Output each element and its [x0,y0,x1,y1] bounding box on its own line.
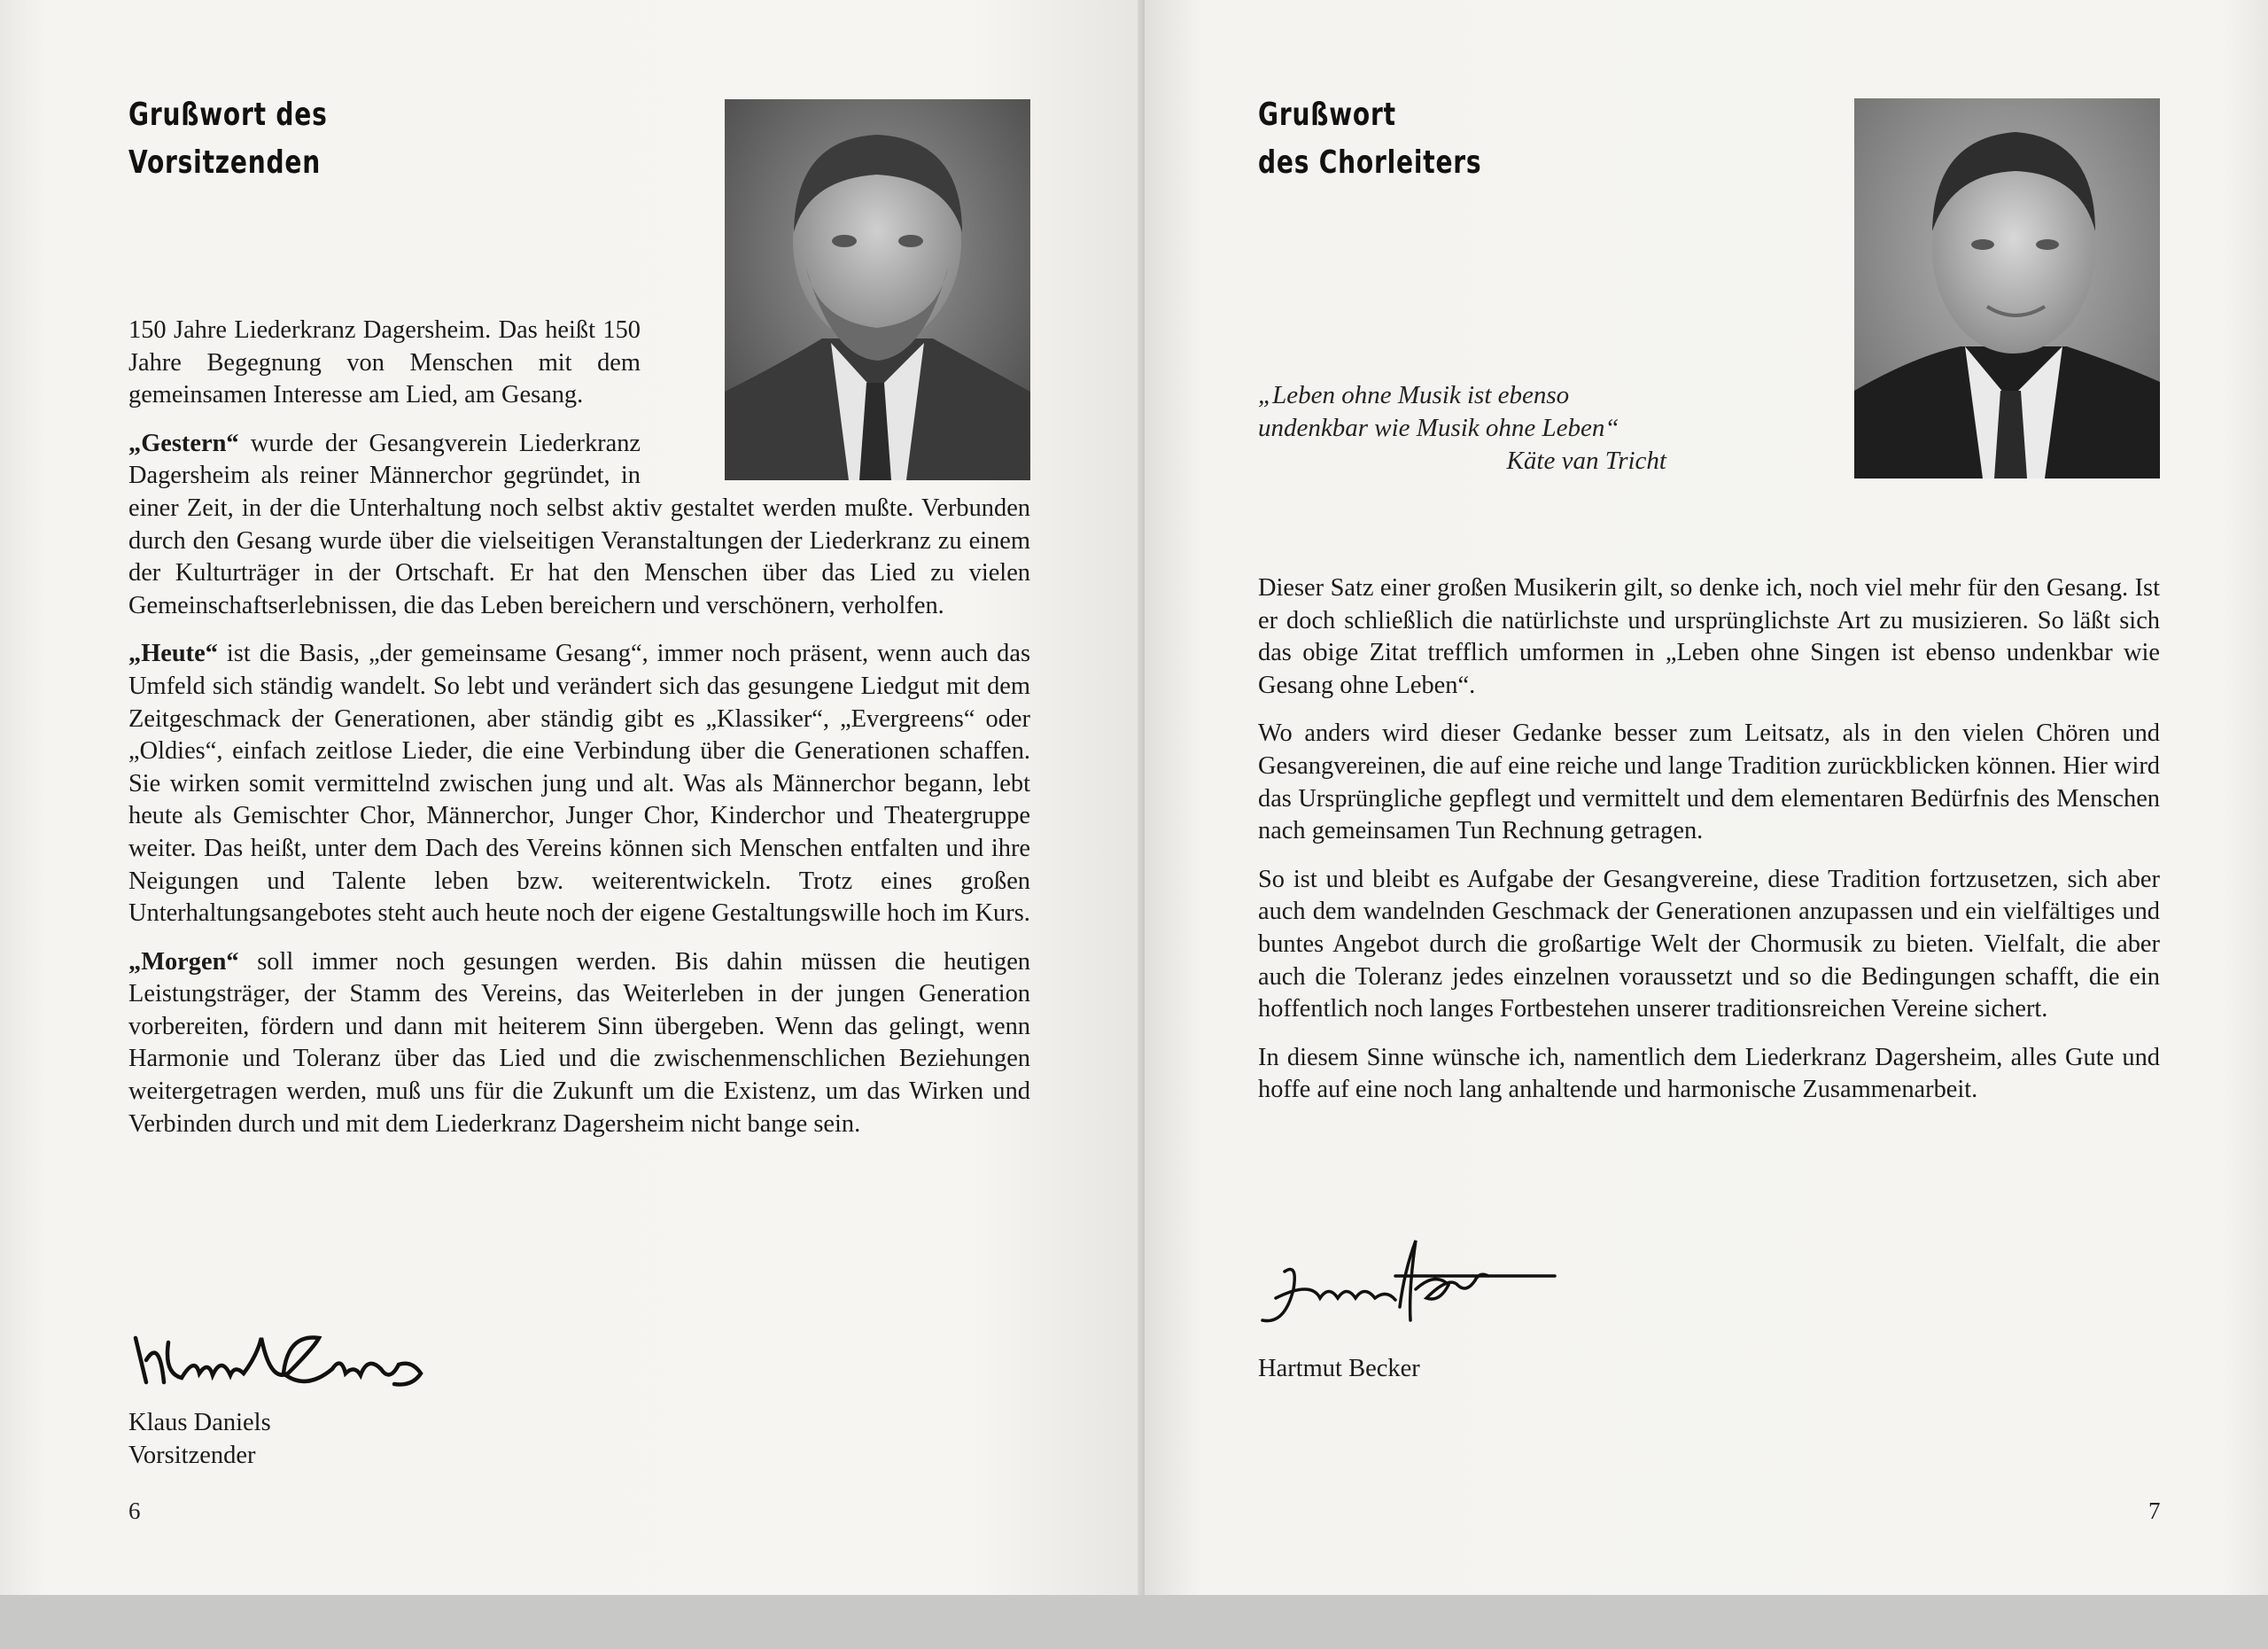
left-heading-line-1: Grußwort des [128,97,328,133]
left-paragraph-3 [128,638,1030,930]
chairman-role: Vorsitzender [128,1442,256,1469]
left-paragraph-2-lead: „Gestern“ [128,429,239,457]
choir-director-name: Hartmut Becker [1258,1355,1420,1382]
page-number-right: 7 [2148,1497,2161,1524]
music-quote [1258,379,1679,478]
left-page [0,0,1143,1595]
left-heading [128,91,328,187]
left-heading-line-2: Vorsitzenden [128,144,321,181]
left-paragraph-4-lead: „Morgen“ [128,947,239,976]
choir-director-portrait-photo [1854,98,2160,478]
right-page [1145,0,2268,1595]
page-number-left: 6 [128,1497,141,1524]
left-paragraph-3-lead: „Heute“ [128,640,218,668]
choir-director-signature [1258,1236,1559,1334]
left-body [128,315,1030,1156]
left-paragraph-4 [128,946,1030,1141]
left-paragraph-3-text: ist die Basis, „der gemeinsame Gesang“, immer noch präsent, wenn auch das Umfeld sich ständig wandelt. So lebt und verändert sich das gesungene Liedgut mit dem Zeitgeschmack der Generationen, aber ständig gibt es „Klassiker“, „Evergreens“ oder „Oldies“, einfach zeitlose Lieder, die eine Verbindung über die Generationen schaffen. Sie wirken somit vermittelnd zwischen jung und alt. Was als Männerchor begann, lebt heute als Gemischter Chor, Männerchor, Junger Chor, Kinderchor und Theatergruppe weiter. Das heißt, unter dem Dach des Vereins können sich Menschen entfalten und ihre Neigungen und Talente leben bzw. weiterentwickeln. Trotz eines großen Unterhaltungsangebotes steht auch heute noch der eigene Gestaltungswille hoch im Kurs. [128,640,1030,928]
left-paragraph-4-text: soll immer noch gesungen werden. Bis dahin müssen die heutigen Leistungsträger, der Stamm des Vereins, das Weiterleben in der jungen Generation vorbereiten, fördern und dann mit heiterem Sinn übergeben. Wenn das gelingt, wenn Harmonie und Toleranz über das Lied und die zwischenmenschlichen Beziehungen weitergetragen werden, muß uns für die Zukunft um die Existenz, um das Wirken und Verbinden durch und mit dem Liederkranz Dagersheim nicht bange sein. [128,947,1030,1138]
left-paragraph-2-text: wurde der Gesangverein Liederkranz Dagersheim als reiner Männerchor gegründet, in einer Zeit, in der die Unterhaltung noch selbst aktiv gestaltet werden mußte. Verbunden durch den Gesang wurde über die vielseitigen Veranstaltungen der Liederkranz zu einem der Kulturträger in der Ortschaft. Er hat den Menschen über das Lied zu vielen Gemeinschaftserlebnissen, die das Leben bereichern und verschönern, verholfen. [128,429,1030,619]
chairman-signer [128,1406,271,1472]
choir-director-signer [1258,1352,1420,1385]
background-strip [0,1595,2268,1649]
photo-wrap-spacer [641,315,1030,470]
quote-author: Käte van Tricht [1506,447,1666,475]
quote-line-1: „Leben ohne Musik ist ebenso [1258,381,1570,409]
chairman-signature [128,1320,430,1400]
chairman-name: Klaus Daniels [128,1409,271,1436]
right-paragraph-3: So ist und bleibt es Aufgabe der Gesangvereine, diese Tradition fortzusetzen, sich aber auch dem wandelnden Geschmack der Generationen anzupassen und ein vielfältiges und buntes Angebot durch die großartige Welt der Chormusik zu bieten. Vielfalt, die aber auch die Toleranz jedes einzelnen voraussetzt und so die Bedingungen schafft, die ein hoffentlich noch langes Fortbestehen unserer traditionsreichen Vereine sichert. [1258,865,2160,1023]
right-heading-line-2: des Chorleiters [1258,144,1482,181]
right-heading-line-1: Grußwort [1258,97,1396,133]
right-body [1258,572,2160,1123]
quote-line-2: undenkbar wie Musik ohne Leben“ [1258,414,1619,442]
right-heading [1258,91,1481,187]
right-paragraph-2: Wo anders wird dieser Gedanke besser zum Leitsatz, als in den vielen Chören und Gesangvereinen, die auf eine reiche und lange Tradition zurückblicken können. Hier wird das Ursprüngliche gepflegt und vermittelt und dem elementaren Bedürfnis des Menschen nach gemeinsamen Tun Rechnung getragen. [1258,719,2160,845]
right-paragraph-4: In diesem Sinne wünsche ich, namentlich dem Liederkranz Dagersheim, alles Gute und hoffe auf eine noch lang anhaltende und harmonische Zusammenarbeit. [1258,1043,2160,1104]
left-paragraph-1-text: 150 Jahre Liederkranz Dagersheim. Das heißt 150 Jahre Begegnung von Menschen mit dem gemeinsamen Interesse am Lied, am Gesang. [128,316,641,409]
right-paragraph-1: Dieser Satz einer großen Musikerin gilt, so denke ich, noch viel mehr für den Gesang. Ist er doch schließlich die natürlichste und ursprünglichste Art zu musizieren. So läßt sich das obige Zitat trefflich umformen in „Leben ohne Singen ist ebenso undenkbar wie Gesang ohne Leben“. [1258,574,2160,699]
